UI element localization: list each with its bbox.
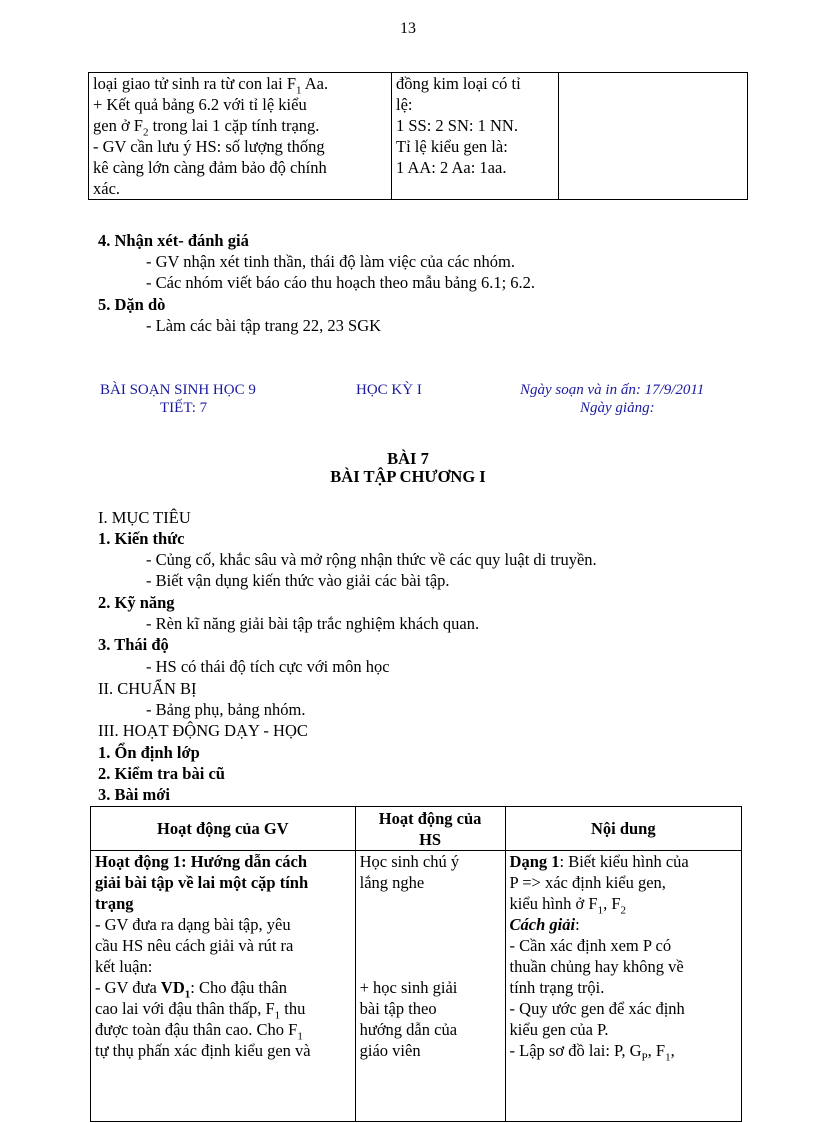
lesson-semester: HỌC KỲ I [356,382,422,398]
knowledge-title: 1. Kiến thức [98,529,185,548]
section-5-title: 5. Dặn dò [98,295,166,314]
continued-table-hs-cell: đồng kim loại có tỉ lệ: 1 SS: 2 SN: 1 NN. Tỉ lệ kiểu gen là: 1 AA: 2 Aa: 1aa. [392,73,559,200]
continued-table-content-cell [559,73,748,200]
lesson-title: BÀI TẬP CHƯƠNG I [330,467,486,486]
lesson-period: TIẾT: 7 [160,400,208,416]
knowledge-item: - Biết vận dụng kiến thức vào giải các bài tập. [146,571,450,590]
section-4-item: - Các nhóm viết báo cáo thu hoạch theo mẫu bảng 6.1; 6.2. [146,273,536,292]
preparation-item: - Bảng phụ, bảng nhóm. [146,700,306,719]
section-4-title: 4. Nhận xét- đánh giá [98,231,249,250]
gv-activity-cell: Hoạt động 1: Hướng dẫn cách giải bài tập về lai một cặp tính trạng - GV đưa ra dạng bài tập, yêu cầu HS nêu cách giải và rút ra kết luận: - GV đưa $VD_1$: Cho đậu thân cao lai với đậu thân thấp, $F_1$ thu được toàn đậu thân cao. Cho $F_1$ tự thụ phấn xác định kiểu gen và [91,851,356,1122]
lesson-date-prepared: Ngày soạn và in ấn: 17/9/2011 [520,382,705,398]
page-number: 13 [400,20,416,37]
section-4-item: - GV nhận xét tinh thần, thái độ làm việc của các nhóm. [146,252,516,271]
continued-table [88,72,748,200]
activities-step-2: 2. Kiểm tra bài cũ [98,764,225,783]
column-header-gv: Hoạt động của GV [91,807,356,851]
column-header-content: Nội dung [505,807,741,851]
activities-step-1: 1. Ổn định lớp [98,743,200,762]
preparation-heading: II. CHUẨN BỊ [98,679,197,698]
attitude-title: 3. Thái độ [98,635,169,654]
skills-title: 2. Kỹ năng [98,593,175,612]
activities-step-3: 3. Bài mới [98,785,170,804]
column-header-hs: Hoạt động của HS [355,807,505,851]
continued-table-gv-cell: loại giao tử sinh ra từ con lai $F_1$ Aa. + Kết quả bảng 6.2 với tỉ lệ kiểu gen ở $F_2$ trong lai 1 cặp tính trạng. - GV cần lưu ý HS: số lượng thống kê càng lớn càng đảm bảo độ chính xác. [89,73,392,200]
section-5-item: - Làm các bài tập trang 22, 23 SGK [146,316,382,335]
objectives-heading: I. MỤC TIÊU [98,508,191,527]
hs-activity-cell: Học sinh chú ý lắng nghe + học sinh giải bài tập theo hướng dẫn của giáo viên [355,851,505,1122]
lesson-number: BÀI 7 [387,449,429,468]
lesson-subject: BÀI SOẠN SINH HỌC 9 [100,382,256,398]
content-cell: Dạng 1: Biết kiểu hình của P => xác định kiểu gen, kiểu hình ở $F_1$, $F_2$ Cách giải: - Cần xác định xem P có thuần chủng hay không về tính trạng trội. - Quy ước gen để xác định kiểu gen của P. - Lập sơ đồ lai: P, $G_P$, $F_1$, [505,851,741,1122]
lesson-date-taught: Ngày giảng: [580,400,655,416]
skills-item: - Rèn kĩ năng giải bài tập trắc nghiệm khách quan. [146,614,480,633]
attitude-item: - HS có thái độ tích cực với môn học [146,657,390,676]
activities-heading: III. HOẠT ĐỘNG DẠY - HỌC [98,721,308,740]
knowledge-item: - Củng cố, khắc sâu và mở rộng nhận thức về các quy luật di truyền. [146,550,597,569]
activities-table [90,806,742,1122]
